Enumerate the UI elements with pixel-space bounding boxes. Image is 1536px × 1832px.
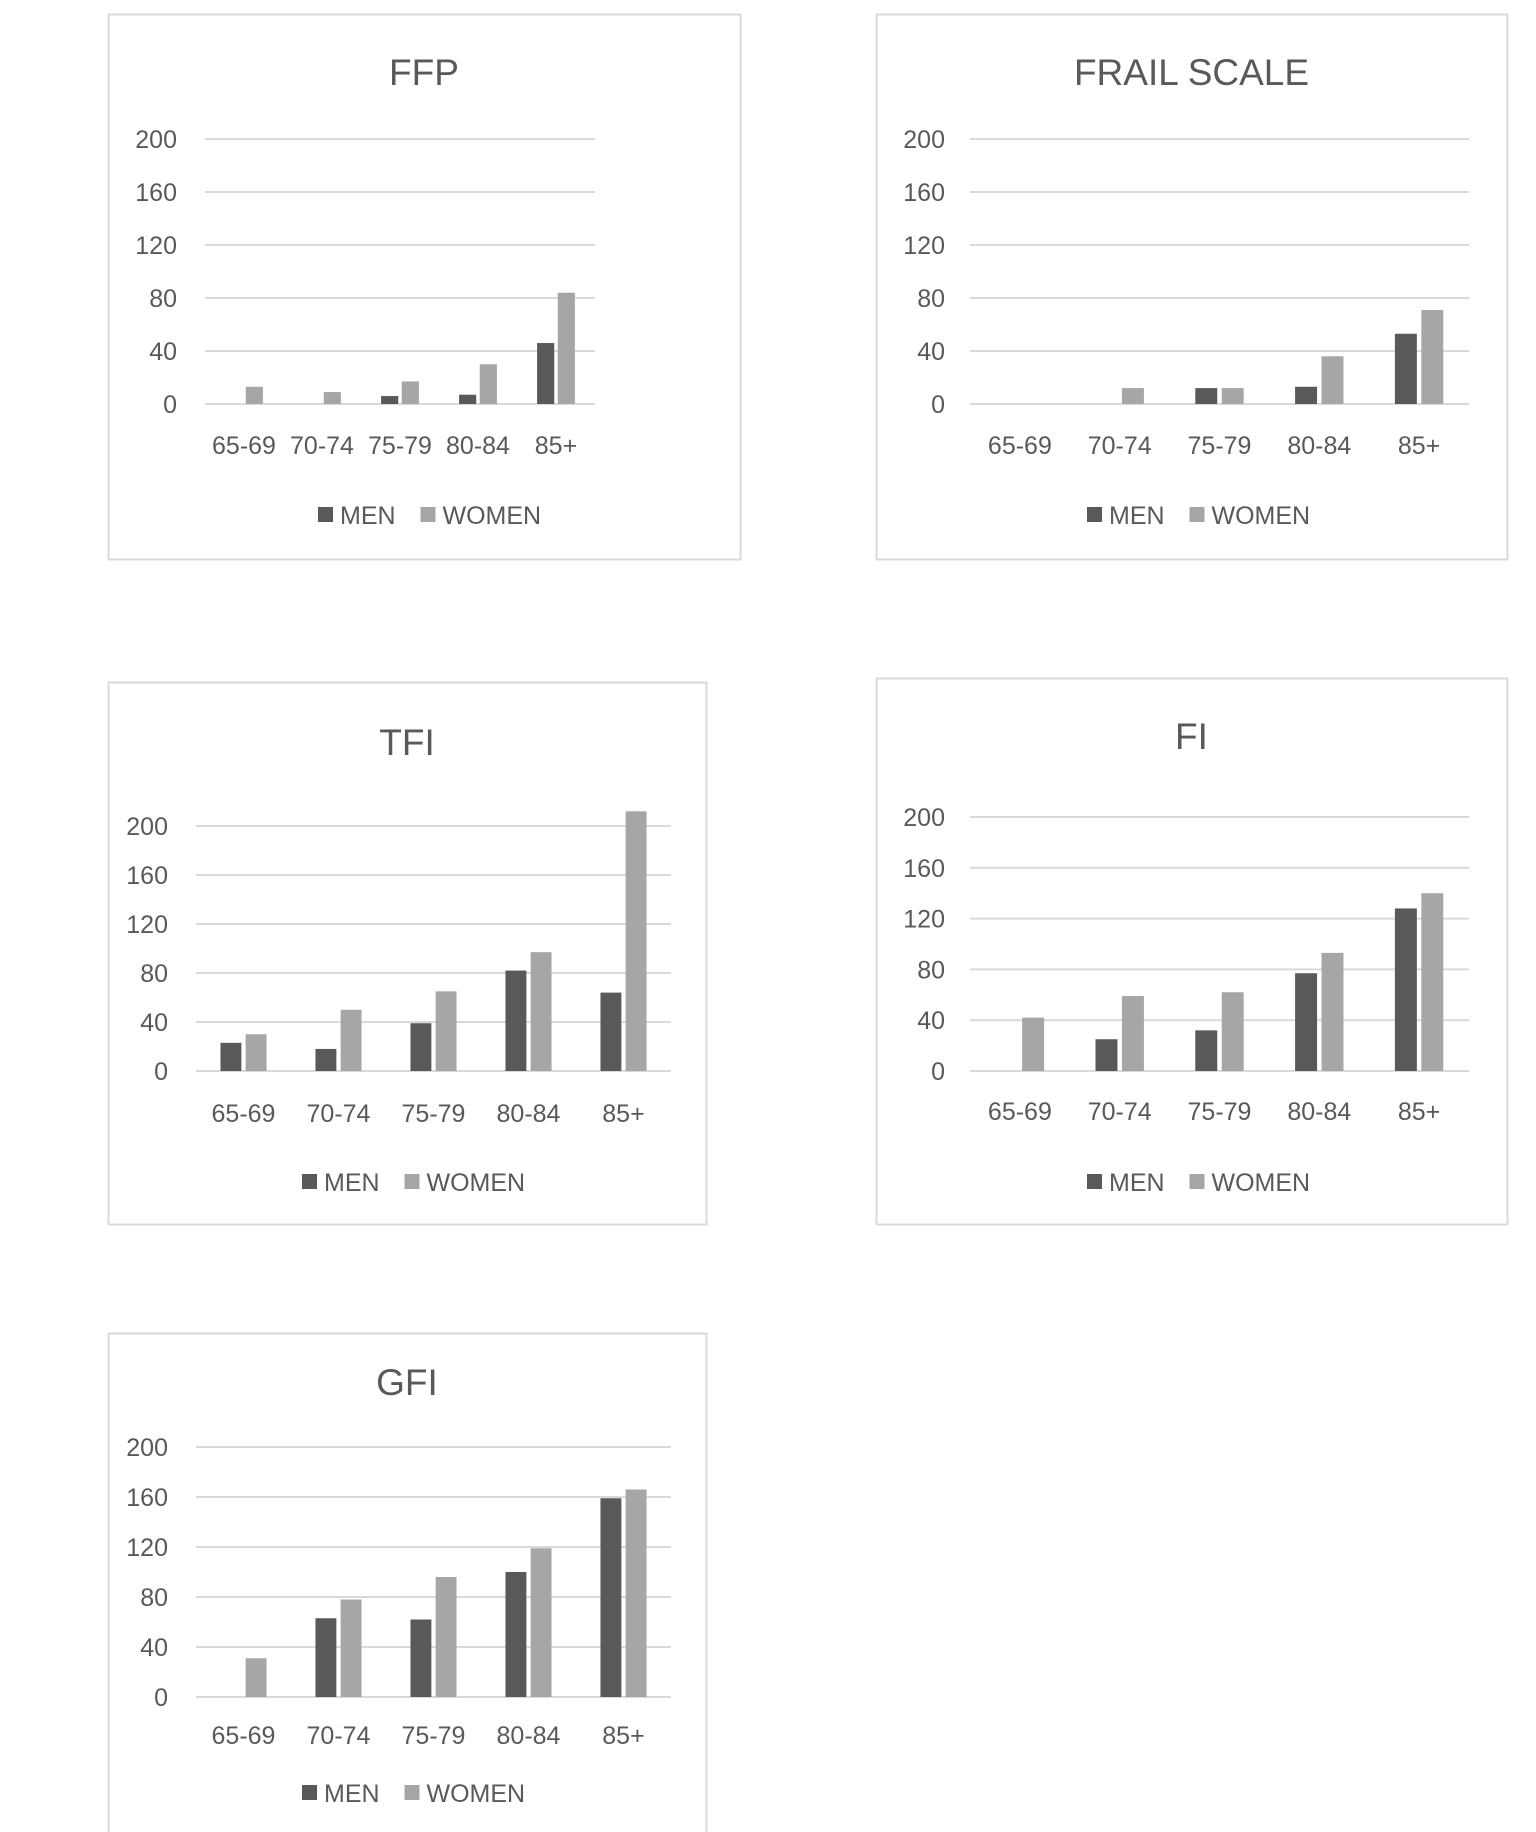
x-category-label: 80-84: [1287, 432, 1352, 460]
bar-women-65-69: [1022, 1018, 1044, 1071]
bar-men-75-79: [410, 1023, 431, 1071]
bar-women-65-69: [246, 1034, 267, 1071]
y-tick-label: 40: [917, 338, 945, 366]
chart-title: GFI: [376, 1362, 438, 1403]
x-category-label: 70-74: [290, 432, 354, 460]
x-category-label: 75-79: [368, 432, 432, 460]
bar-men-75-79: [1195, 388, 1217, 404]
x-category-label: 65-69: [211, 1722, 276, 1750]
x-category-label: 65-69: [987, 432, 1052, 460]
bar-men-70-74: [315, 1049, 336, 1071]
bar-women-70-74: [1122, 388, 1144, 404]
legend-label-women: WOMEN: [442, 502, 542, 530]
legend-swatch-men: [302, 1174, 317, 1189]
bar-men-75-79: [1195, 1030, 1217, 1071]
bar-men-75-79: [410, 1620, 431, 1698]
x-category-label: 75-79: [401, 1722, 466, 1750]
y-tick-label: 80: [140, 960, 168, 988]
y-tick-label: 200: [903, 804, 945, 832]
legend-label-men: MEN: [340, 502, 396, 530]
y-tick-label: 160: [126, 1484, 168, 1512]
y-tick-label: 200: [135, 126, 177, 154]
bar-women-70-74: [1122, 996, 1144, 1071]
legend-swatch-men: [318, 507, 333, 522]
bar-women-85+: [558, 293, 575, 404]
bar-men-70-74: [315, 1618, 336, 1697]
bar-men-80-84: [1295, 387, 1317, 404]
bar-men-80-84: [1295, 973, 1317, 1071]
bar-women-80-84: [531, 952, 552, 1071]
x-category-label: 85+: [534, 432, 578, 460]
bar-women-75-79: [1222, 388, 1244, 404]
x-category-label: 75-79: [1187, 1098, 1252, 1126]
y-tick-label: 80: [140, 1584, 168, 1612]
chart-frame: [109, 683, 707, 1225]
x-category-label: 70-74: [1087, 1098, 1152, 1126]
bar-women-70-74: [324, 392, 341, 404]
x-category-label: 80-84: [496, 1100, 561, 1128]
x-category-label: 70-74: [306, 1722, 371, 1750]
x-category-label: 75-79: [1187, 432, 1252, 460]
bar-women-75-79: [436, 991, 457, 1071]
legend-label-women: WOMEN: [1211, 502, 1311, 530]
legend-swatch-men: [302, 1785, 317, 1800]
x-category-label: 85+: [1397, 432, 1441, 460]
y-tick-label: 80: [917, 285, 945, 313]
y-tick-label: 120: [903, 232, 945, 260]
legend-swatch-men: [1087, 507, 1102, 522]
y-tick-label: 0: [154, 1058, 168, 1086]
y-tick-label: 120: [126, 1534, 168, 1562]
chart-title: TFI: [379, 722, 435, 763]
legend-label-men: MEN: [324, 1780, 380, 1808]
y-tick-label: 0: [154, 1684, 168, 1712]
bar-women-85+: [1421, 310, 1443, 404]
bar-women-70-74: [341, 1010, 362, 1071]
y-tick-label: 120: [126, 911, 168, 939]
x-category-label: 85+: [602, 1722, 645, 1750]
y-tick-label: 160: [126, 862, 168, 890]
bar-men-80-84: [505, 1572, 526, 1697]
bar-women-75-79: [1222, 992, 1244, 1071]
chart-gfi: [109, 1334, 707, 1832]
x-category-label: 85+: [1397, 1098, 1441, 1126]
y-tick-label: 200: [903, 126, 945, 154]
legend-swatch-women: [405, 1785, 420, 1800]
bar-women-75-79: [402, 381, 419, 404]
legend-label-men: MEN: [1109, 1169, 1165, 1197]
y-tick-label: 40: [917, 1007, 945, 1036]
bar-women-65-69: [246, 387, 263, 404]
bar-men-85+: [600, 993, 621, 1071]
bar-women-75-79: [436, 1577, 457, 1697]
y-tick-label: 160: [903, 179, 945, 207]
legend-label-men: MEN: [324, 1169, 380, 1197]
x-category-label: 80-84: [496, 1722, 561, 1750]
x-category-label: 65-69: [212, 432, 276, 460]
legend-label-women: WOMEN: [1211, 1169, 1311, 1197]
bar-men-85+: [1395, 334, 1417, 404]
y-tick-label: 120: [903, 905, 945, 934]
bar-women-70-74: [341, 1600, 362, 1698]
x-category-label: 65-69: [211, 1100, 276, 1128]
chart-frame: [109, 15, 741, 560]
legend-swatch-women: [421, 507, 436, 522]
y-tick-label: 120: [135, 232, 177, 260]
bar-women-85+: [626, 1490, 647, 1698]
chart-frail-scale: [877, 15, 1508, 560]
bar-women-80-84: [1322, 356, 1344, 404]
chart-fi: [877, 679, 1508, 1225]
y-tick-label: 200: [126, 1434, 168, 1462]
bar-women-85+: [1421, 893, 1443, 1071]
bar-men-80-84: [505, 971, 526, 1071]
y-tick-label: 80: [149, 285, 177, 313]
y-tick-label: 0: [931, 1058, 945, 1086]
chart-ffp: [109, 15, 741, 560]
chart-title: FI: [1175, 716, 1208, 757]
bar-women-85+: [626, 811, 647, 1071]
bar-men-85+: [1395, 908, 1417, 1071]
bar-women-65-69: [246, 1658, 267, 1697]
chart-frame: [877, 15, 1508, 560]
bar-men-85+: [537, 343, 554, 404]
legend-label-women: WOMEN: [426, 1169, 526, 1197]
bar-women-80-84: [480, 364, 497, 404]
x-category-label: 70-74: [306, 1100, 371, 1128]
chart-title: FFP: [389, 52, 459, 93]
x-category-label: 70-74: [1087, 432, 1152, 460]
bar-men-85+: [600, 1498, 621, 1697]
legend-swatch-women: [1190, 507, 1205, 522]
x-category-label: 80-84: [446, 432, 510, 460]
chart-tfi: [109, 683, 707, 1225]
y-tick-label: 0: [931, 391, 945, 419]
legend-swatch-women: [1190, 1174, 1205, 1189]
x-category-label: 75-79: [401, 1100, 466, 1128]
x-category-label: 65-69: [987, 1098, 1052, 1126]
x-category-label: 80-84: [1287, 1098, 1352, 1126]
bar-women-80-84: [1322, 953, 1344, 1071]
y-tick-label: 160: [135, 179, 177, 207]
bar-men-70-74: [1095, 1039, 1117, 1071]
bar-men-65-69: [220, 1043, 241, 1071]
x-category-label: 85+: [602, 1100, 645, 1128]
bar-women-80-84: [531, 1548, 552, 1697]
legend-label-men: MEN: [1109, 502, 1165, 530]
y-tick-label: 40: [149, 338, 177, 366]
legend-label-women: WOMEN: [426, 1780, 526, 1808]
y-tick-label: 200: [126, 813, 168, 841]
chart-title: FRAIL SCALE: [1073, 52, 1310, 93]
bar-men-75-79: [381, 396, 398, 404]
y-tick-label: 160: [903, 854, 945, 883]
y-tick-label: 40: [140, 1634, 168, 1662]
y-tick-label: 0: [163, 391, 177, 419]
legend-swatch-women: [405, 1174, 420, 1189]
bar-men-80-84: [459, 395, 476, 404]
y-tick-label: 40: [140, 1009, 168, 1037]
legend-swatch-men: [1087, 1174, 1102, 1189]
y-tick-label: 80: [917, 956, 945, 985]
